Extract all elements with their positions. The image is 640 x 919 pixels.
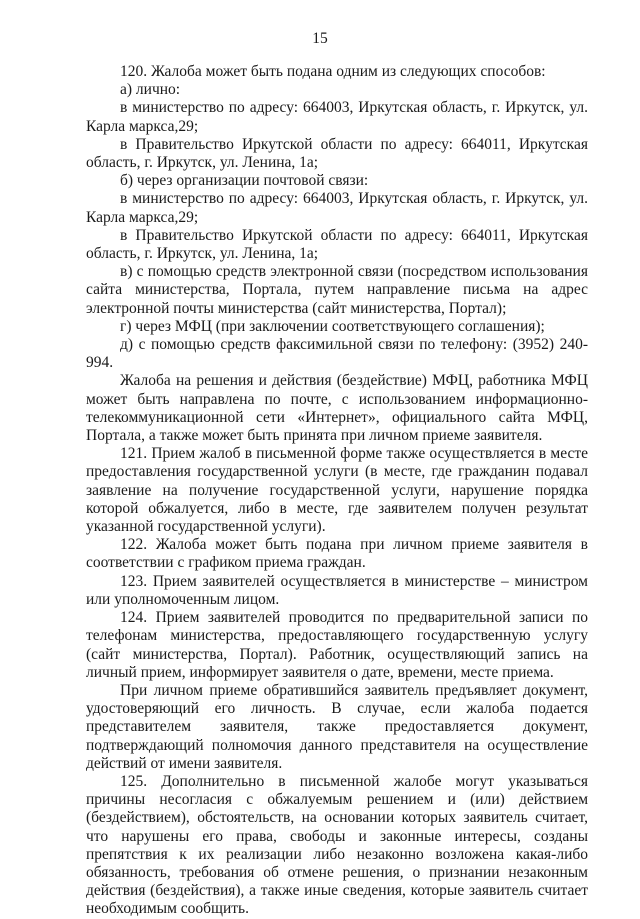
paragraph-method-post: б) через организации почтовой связи: [120, 172, 369, 190]
paragraph-124: 124. Прием заявителей проводится по предварительной записи по телефонам министерства, предоставляющего государственную услугу (сайт министерства, Портал). Работник, осуществляющий запись на личный прием, информирует заявителя о дате, времени, месте приема. [86, 609, 588, 681]
paragraph-personal-reception: При личном приеме обратившийся заявитель предъявляет документ, удостоверяющий его личность. В случае, если жалоба подается представителем заявителя, также предоставляется документ, подтверждающий полномочия данного представителя на осуществление действий от имени заявителя. [86, 681, 588, 772]
paragraph-government-address-post: в Правительство Иркутской области по адресу: 664011, Иркутская область, г. Иркутск, ул. Ленина, 1а; [86, 226, 588, 263]
document-body [86, 63, 588, 919]
paragraph-method-electronic: в) с помощью средств электронной связи (посредством использования сайта министерства, Портала, путем направление письма на адрес электронной почты министерства (сайт министерства, Портал); [86, 263, 588, 317]
paragraph-method-in-person: а) лично: [120, 81, 181, 99]
paragraph-ministry-address-post: в министерство по адресу: 664003, Иркутская область, г. Иркутск, ул. Карла маркса,29; [86, 190, 588, 226]
paragraph-123: 123. Прием заявителей осуществляется в министерстве – министром или уполномоченным лицом. [86, 572, 588, 608]
paragraph-mfc-complaint: Жалоба на решения и действия (бездействие) МФЦ, работника МФЦ может быть направлена по почте, с использованием информационно-телекоммуникационной сети «Интернет», официального сайта МФЦ, Портала, а также может быть принята при личном приеме заявителя. [86, 372, 588, 445]
paragraph-125: 125. Дополнительно в письменной жалобе могут указываться причины несогласия с обжалуемым решением и (или) действием (бездействием), обстоятельств, на основании которых заявитель считает, что нарушены его права, свободы и законные интересы, созданы препятствия к их реализации либо незаконно возложена какая-либо обязанность, требования об отмене решения, о признании незаконным действия (бездействия), а также иные сведения, которые заявитель считает необходимым сообщить. [86, 772, 588, 918]
paragraph-120: 120. Жалоба может быть подана одним из следующих способов: [120, 63, 546, 80]
page-number: 15 [312, 30, 328, 47]
paragraph-method-fax: д) с помощью средств факсимильной связи по телефону: (3952) 240-994. [86, 336, 588, 372]
paragraph-ministry-address: в министерство по адресу: 664003, Иркутская область, г. Иркутск, ул. Карла маркса,29; [86, 99, 588, 135]
paragraph-121: 121. Прием жалоб в письменной форме также осуществляется в месте предоставления государственной услуги (в месте, где гражданин подавал заявление на получение государственной услуги, нарушение порядка которой обжалуется, либо в месте, где заявителем получен результат указанной государственной услуги). [86, 445, 588, 536]
paragraph-government-address: в Правительство Иркутской области по адресу: 664011, Иркутская область, г. Иркутск, ул. Ленина, 1а; [86, 135, 588, 172]
paragraph-122: 122. Жалоба может быть подана при личном приеме заявителя в соответствии с графиком приема граждан. [86, 536, 588, 572]
paragraph-method-mfc: г) через МФЦ (при заключении соответствующего соглашения); [120, 317, 545, 335]
